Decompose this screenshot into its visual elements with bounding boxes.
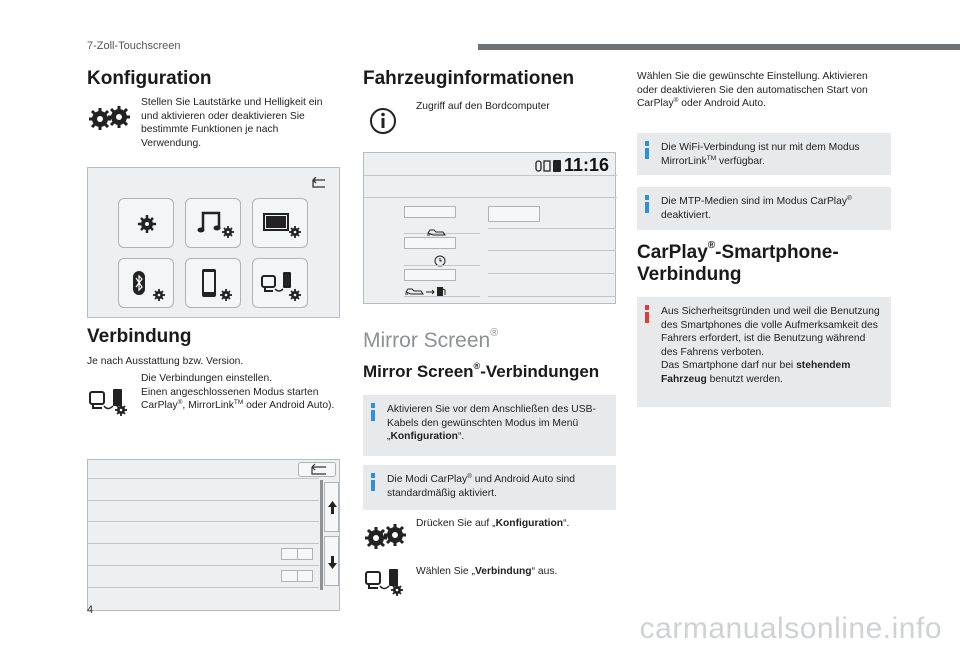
- konfiguration-heading: Konfiguration: [87, 68, 212, 89]
- verbindung-text-line1: Die Verbindungen einstellen.: [141, 373, 273, 384]
- step1-text: Drücken Sie auf „: [416, 518, 496, 529]
- tile-display-settings[interactable]: [252, 198, 308, 248]
- status-icons: [534, 157, 564, 175]
- car-fuel-icon: [404, 284, 450, 303]
- scroll-up-icon: [325, 483, 340, 533]
- step2-text-end: “ aus.: [531, 566, 558, 577]
- fahrzeug-heading: Fahrzeuginformationen: [363, 68, 575, 89]
- reg-mark: ®: [473, 361, 481, 371]
- connection-list-panel: [87, 459, 340, 611]
- page-header-title: 7-Zoll-Touchscreen: [87, 40, 181, 52]
- reg-mark: ®: [707, 240, 716, 251]
- verbindung-text-b: Einen angeschlossenen Modus starten CarPlay: [141, 386, 319, 412]
- note2-text-end: und Android Auto sind standardmäßig aktiviert.: [387, 474, 575, 499]
- right-intro-text: Wählen Sie die gewünschte Einstellung. Aktivieren oder deaktivieren Sie den automatischen Start von CarPlay: [637, 71, 868, 110]
- step-select-verbindung: [416, 565, 557, 579]
- tile-settings[interactable]: [118, 198, 174, 248]
- note-mtp: [637, 187, 891, 230]
- step1-bold: Konfiguration: [495, 518, 564, 529]
- page-number: 4: [87, 604, 94, 616]
- info-marker: [645, 141, 649, 159]
- note1-bold: Konfiguration: [390, 431, 458, 443]
- reg-mark: ®: [177, 399, 183, 407]
- warning-carplay-safety: [637, 297, 891, 407]
- step1-text-end: “.: [563, 518, 570, 529]
- back-button[interactable]: [298, 462, 336, 477]
- mirror-heading: [363, 329, 498, 353]
- verbindung-heading: Verbindung: [87, 326, 192, 347]
- verbindung-text-d: oder Android Auto).: [243, 400, 335, 412]
- mirror-subheading: [363, 362, 599, 382]
- right-intro-end: oder Android Auto.: [678, 98, 767, 110]
- verbindung-text: [141, 372, 341, 413]
- mirror-heading-text: Mirror Screen: [363, 329, 491, 352]
- verbindung-text-c: , MirrorLink: [182, 400, 234, 412]
- trip-button[interactable]: [404, 269, 456, 281]
- step-press-konfiguration: [416, 517, 569, 531]
- info-marker: [371, 473, 375, 491]
- warn-text-b: Das Smartphone darf nur bei: [661, 360, 797, 372]
- warn-text-2: [661, 359, 881, 386]
- note-mtp-end: deaktiviert.: [661, 209, 711, 221]
- trip-computer-panel: [363, 152, 616, 304]
- trip-button[interactable]: [404, 206, 456, 218]
- step2-bold: Verbindung: [474, 566, 532, 577]
- scroll-up-button[interactable]: [324, 482, 339, 532]
- reg-mark: ®: [490, 327, 499, 339]
- warning-marker: [645, 305, 649, 323]
- mirror-subheading-suffix: -Verbindungen: [480, 362, 600, 381]
- trip-button[interactable]: [488, 206, 540, 222]
- note2-text: Die Modi CarPlay: [387, 474, 468, 485]
- tile-bluetooth-settings[interactable]: [118, 258, 174, 308]
- tm-mark: TM: [706, 154, 717, 162]
- right-intro: [637, 70, 887, 111]
- tile-phone-settings[interactable]: [185, 258, 241, 308]
- clock: 11:16: [564, 155, 610, 175]
- scroll-down-button[interactable]: [324, 536, 339, 586]
- verbindung-text-line2: [141, 386, 341, 413]
- tile-connection-settings[interactable]: [252, 258, 308, 308]
- gear-pair-icon: [364, 522, 408, 557]
- connection-gear-icon: [364, 566, 406, 601]
- note-wifi-end: verfügbar.: [716, 155, 765, 167]
- info-marker: [371, 403, 375, 421]
- note-wifi-text: Die WiFi-Verbindung ist nur mit dem Modus MirrorLink: [661, 142, 860, 167]
- note1-text: Aktivieren Sie vor dem Anschließen des USB-Kabels den gewünschten Modus im Menü „: [387, 404, 596, 443]
- back-arrow-icon[interactable]: [309, 176, 327, 194]
- note-activate-mode: [363, 395, 616, 456]
- carplay-heading-a: CarPlay: [637, 242, 708, 263]
- back-arrow-icon: [299, 463, 337, 478]
- note-default-modes: [363, 465, 616, 510]
- warn-text: Aus Sicherheitsgründen und weil die Benutzung des Smartphones die volle Aufmerksamkeit des Fahrers erfordert, ist die Benutzung während des Fahrens verboten.: [661, 306, 880, 358]
- watermark: carmanualsonline.info: [639, 612, 942, 645]
- tile-music-settings[interactable]: [185, 198, 241, 248]
- note-wifi: [637, 133, 891, 175]
- connection-gear-icon: [88, 386, 130, 421]
- fahrzeug-text: Zugriff auf den Bordcomputer: [416, 101, 550, 112]
- reg-mark: ®: [467, 473, 472, 480]
- scroll-down-icon: [325, 537, 340, 587]
- settings-screen-panel: [87, 167, 340, 318]
- reg-mark: ®: [673, 97, 679, 105]
- step2-text: Wählen Sie „: [416, 566, 475, 577]
- info-marker: [645, 195, 649, 213]
- verbindung-intro: Je nach Ausstattung bzw. Version.: [87, 356, 244, 367]
- carplay-heading-b: -Smartphone-: [715, 242, 839, 263]
- mirror-subheading-text: Mirror Screen: [363, 362, 474, 381]
- header-bar: [478, 44, 960, 50]
- carplay-heading-c: Verbindung: [637, 264, 742, 285]
- note-mtp-text: Die MTP-Medien sind im Modus CarPlay: [661, 196, 847, 207]
- konfiguration-text: Stellen Sie Lautstärke und Helligkeit ein und aktivieren oder deaktivieren Sie bestimmte Funktionen je nach Verwendung.: [141, 97, 323, 149]
- carplay-heading: [637, 242, 839, 286]
- gear-pair-icon: [88, 104, 132, 139]
- status-bar: [534, 157, 612, 175]
- trip-button[interactable]: [404, 237, 456, 249]
- warn-bold: stehendem Fahrzeug: [661, 360, 851, 385]
- reg-mark: ®: [846, 195, 852, 202]
- note1-text-end: “.: [457, 431, 465, 443]
- tm-mark: TM: [233, 399, 244, 407]
- scrollbar[interactable]: [320, 480, 323, 590]
- warn-text-c: benutzt werden.: [706, 373, 783, 385]
- info-icon: [368, 106, 398, 141]
